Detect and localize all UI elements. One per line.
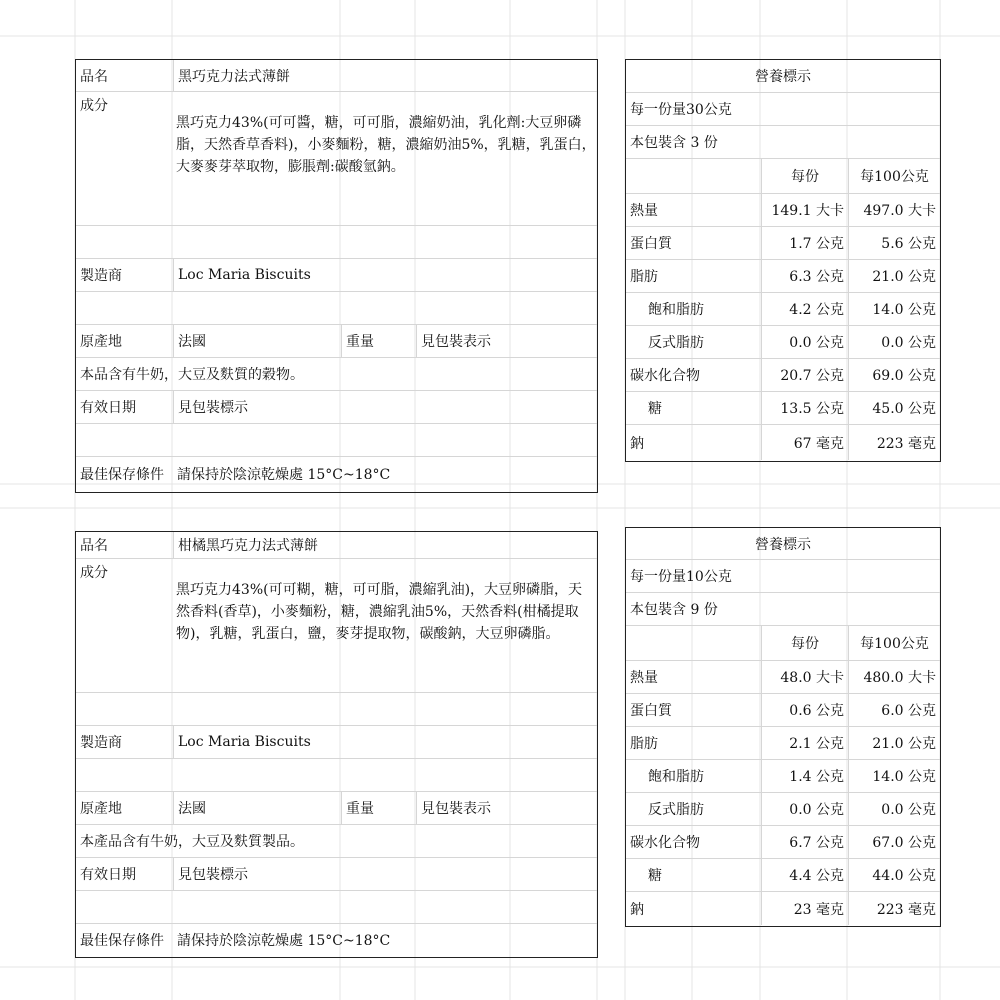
nutrient-row (626, 661, 940, 694)
origin-label: 原產地 (80, 801, 122, 817)
col-per-100g: 每100公克 (848, 626, 940, 660)
product-info-table-1 (75, 59, 598, 493)
nutrient-label: 蛋白質 (630, 703, 672, 719)
nutrient-label: 碳水化合物 (630, 835, 700, 851)
column-header-row (626, 626, 940, 661)
storage-value: 請保持於陰涼乾燥處 15°C~18°C (177, 467, 391, 483)
nutrient-per-100g: 223 毫克 (848, 892, 940, 925)
weight-label: 重量 (341, 792, 416, 824)
nutrient-row (626, 892, 940, 925)
storage-label: 最佳保存條件 (80, 467, 164, 483)
nutrient-per-100g: 69.0 公克 (848, 359, 940, 391)
expiry-value: 見包裝標示 (173, 391, 597, 423)
nutrient-label: 脂肪 (630, 736, 658, 752)
blank-row (76, 693, 597, 726)
manufacturer-row (76, 259, 597, 292)
nutrient-row (626, 793, 940, 826)
product-name: 柑橘黑巧克力法式薄餅 (173, 532, 597, 558)
allergen-text: 本產品含有牛奶，大豆及麩質製品。 (80, 834, 304, 850)
nutrient-row (626, 859, 940, 892)
nutrient-label: 碳水化合物 (630, 368, 700, 384)
nutrient-per-serving: 67 毫克 (761, 425, 848, 460)
manufacturer-label: 製造商 (80, 735, 122, 751)
nutrient-per-serving: 1.4 公克 (761, 760, 848, 792)
product-name: 黑巧克力法式薄餅 (173, 60, 597, 91)
storage-row (76, 924, 597, 956)
serving-size-row (626, 560, 940, 593)
nutrient-per-100g: 223 毫克 (848, 425, 940, 460)
ingredients-label: 成分 (80, 565, 108, 581)
nutrient-row (626, 293, 940, 326)
col-per-serving: 每份 (761, 626, 848, 660)
origin-label: 原產地 (80, 334, 122, 350)
nutrition-table-2 (625, 527, 941, 927)
name-label: 品名 (80, 68, 108, 85)
manufacturer-value: Loc Maria Biscuits (173, 726, 597, 758)
nutrient-row (626, 359, 940, 392)
nutrition-title-row (626, 60, 940, 93)
nutrient-label: 蛋白質 (630, 236, 672, 252)
blank-row (76, 424, 597, 457)
nutrient-per-serving: 0.0 公克 (761, 793, 848, 825)
ingredients-text: 黑巧克力43%(可可醬，糖，可可脂，濃縮奶油，乳化劑:大豆卵磷脂，天然香草香料)，小麥麵粉，糖，濃縮奶油5%，乳糖，乳蛋白，大麥麥芽萃取物，膨脹劑:碳酸氫鈉。 (176, 115, 596, 175)
col-per-serving: 每份 (761, 159, 848, 193)
nutrient-label: 熱量 (630, 670, 658, 686)
nutrient-label: 脂肪 (630, 269, 658, 285)
nutrient-per-100g: 14.0 公克 (848, 293, 940, 325)
nutrient-per-serving: 149.1 大卡 (761, 194, 848, 226)
manufacturer-row (76, 726, 597, 759)
nutrient-per-serving: 0.0 公克 (761, 326, 848, 358)
nutrient-row (626, 326, 940, 359)
nutrient-per-serving: 4.4 公克 (761, 859, 848, 891)
expiry-label: 有效日期 (80, 400, 136, 416)
nutrient-label: 反式脂肪 (648, 335, 704, 351)
nutrient-row (626, 260, 940, 293)
nutrient-per-100g: 480.0 大卡 (848, 661, 940, 693)
nutrient-per-serving: 6.7 公克 (761, 826, 848, 858)
nutrient-per-serving: 48.0 大卡 (761, 661, 848, 693)
nutrition-title: 營養標示 (755, 69, 811, 85)
nutrient-label: 飽和脂肪 (648, 302, 704, 318)
origin-row (76, 792, 597, 825)
nutrient-per-serving: 2.1 公克 (761, 727, 848, 759)
nutrient-row (626, 694, 940, 727)
nutrient-per-100g: 5.6 公克 (848, 227, 940, 259)
nutrient-per-100g: 0.0 公克 (848, 326, 940, 358)
nutrition-table-1 (625, 59, 941, 462)
nutrient-row (626, 826, 940, 859)
ingredients-label: 成分 (80, 98, 108, 114)
nutrient-label: 反式脂肪 (648, 802, 704, 818)
allergen-text: 本品含有牛奶，大豆及麩質的穀物。 (80, 367, 304, 383)
nutrient-per-serving: 4.2 公克 (761, 293, 848, 325)
origin-value: 法國 (173, 792, 341, 824)
ingredients-text: 黑巧克力43%(可可糊，糖，可可脂，濃縮乳油)，大豆卵磷脂，天然香料(香草)，小麥麵粉，糖，濃縮乳油5%，天然香料(柑橘提取物)，乳糖，乳蛋白，鹽，麥芽提取物，碳酸鈉，大豆卵磷脂。 (176, 582, 583, 642)
nutrient-row (626, 727, 940, 760)
manufacturer-label: 製造商 (80, 268, 122, 284)
weight-label: 重量 (341, 325, 416, 357)
nutrition-title-row (626, 528, 940, 560)
name-row (76, 60, 597, 92)
nutrient-per-100g: 67.0 公克 (848, 826, 940, 858)
nutrient-label: 鈉 (630, 435, 644, 452)
nutrient-per-serving: 13.5 公克 (761, 392, 848, 424)
servings-count: 本包裝含 9 份 (630, 602, 718, 618)
serving-size: 每一份量10公克 (630, 569, 732, 585)
weight-value: 見包裝表示 (416, 792, 597, 824)
blank-row (76, 226, 597, 259)
blank-row (76, 292, 597, 325)
allergen-row (76, 825, 597, 858)
nutrient-row (626, 194, 940, 227)
nutrient-per-100g: 44.0 公克 (848, 859, 940, 891)
storage-value: 請保持於陰涼乾燥處 15°C~18°C (177, 933, 391, 949)
origin-row (76, 325, 597, 358)
ingredients-row (76, 559, 597, 693)
serving-size: 每一份量30公克 (630, 102, 732, 118)
expiry-label: 有效日期 (80, 867, 136, 883)
origin-value: 法國 (173, 325, 341, 357)
manufacturer-value: Loc Maria Biscuits (173, 259, 597, 291)
nutrient-per-serving: 1.7 公克 (761, 227, 848, 259)
nutrient-per-serving: 20.7 公克 (761, 359, 848, 391)
nutrient-per-100g: 21.0 公克 (848, 727, 940, 759)
col-per-100g: 每100公克 (848, 159, 940, 193)
nutrition-title: 營養標示 (755, 536, 811, 553)
nutrient-per-serving: 6.3 公克 (761, 260, 848, 292)
blank-row (76, 891, 597, 924)
nutrient-label: 糖 (648, 401, 662, 417)
nutrient-per-100g: 497.0 大卡 (848, 194, 940, 226)
nutrient-per-serving: 0.6 公克 (761, 694, 848, 726)
nutrient-row (626, 227, 940, 260)
allergen-row (76, 358, 597, 391)
expiry-row (76, 858, 597, 891)
nutrient-label: 鈉 (630, 901, 644, 918)
nutrient-per-serving: 23 毫克 (761, 892, 848, 925)
nutrient-label: 熱量 (630, 203, 658, 219)
nutrient-per-100g: 14.0 公克 (848, 760, 940, 792)
name-row (76, 532, 597, 559)
servings-count-row (626, 126, 940, 159)
nutrient-row (626, 392, 940, 425)
servings-count-row (626, 593, 940, 626)
nutrient-per-100g: 6.0 公克 (848, 694, 940, 726)
ingredients-row (76, 92, 597, 226)
nutrient-row (626, 760, 940, 793)
expiry-value: 見包裝標示 (173, 858, 597, 890)
blank-row (76, 759, 597, 792)
nutrient-per-100g: 45.0 公克 (848, 392, 940, 424)
storage-row (76, 457, 597, 491)
product-info-table-2 (75, 531, 598, 958)
serving-size-row (626, 93, 940, 126)
nutrient-label: 飽和脂肪 (648, 769, 704, 785)
expiry-row (76, 391, 597, 424)
column-header-row (626, 159, 940, 194)
nutrient-row (626, 425, 940, 460)
servings-count: 本包裝含 3 份 (630, 135, 718, 151)
nutrient-label: 糖 (648, 868, 662, 884)
nutrient-per-100g: 21.0 公克 (848, 260, 940, 292)
storage-label: 最佳保存條件 (80, 933, 164, 949)
weight-value: 見包裝表示 (416, 325, 597, 357)
nutrient-per-100g: 0.0 公克 (848, 793, 940, 825)
name-label: 品名 (80, 538, 108, 554)
